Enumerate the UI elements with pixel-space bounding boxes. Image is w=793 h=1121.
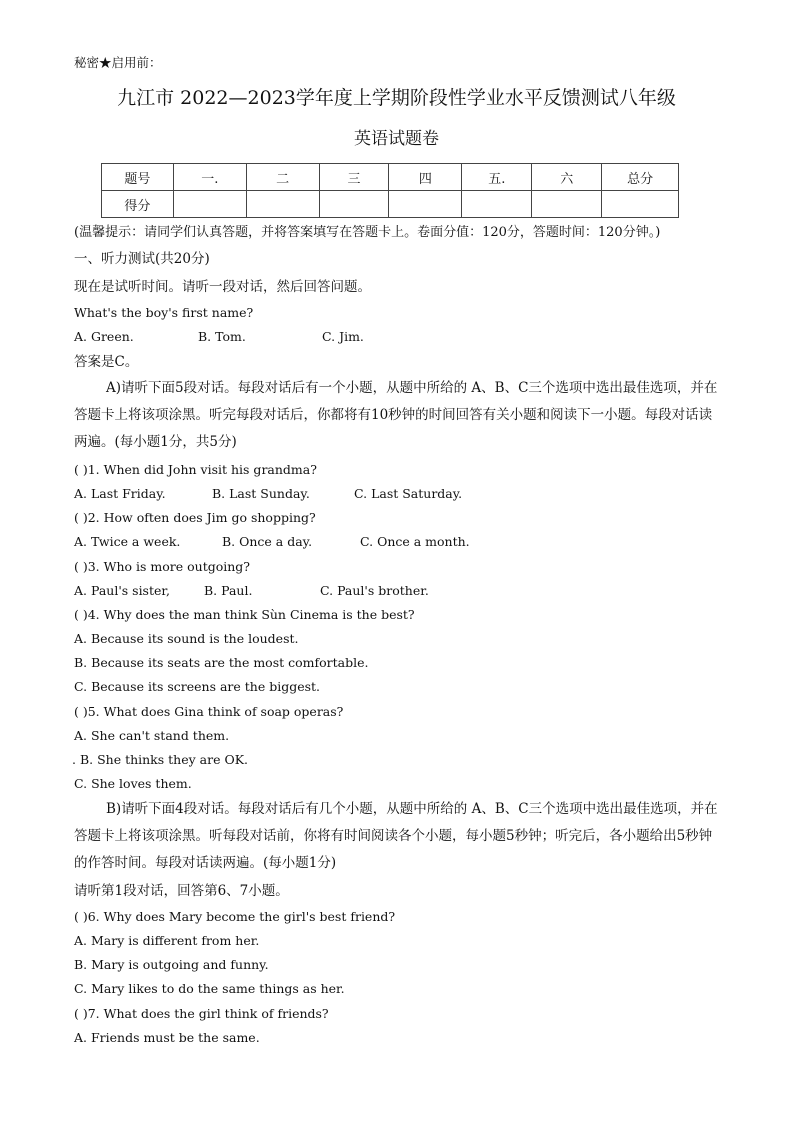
question-7-option-a: A. Friends must be the same. (74, 1030, 260, 1045)
question-4: ( )4. Why does the man think Sùn Cinema is the best? (74, 607, 415, 622)
option: B. Once a day. (222, 534, 313, 549)
exam-subtitle: 英语试题卷 (354, 129, 439, 149)
question-4-option-c: C. Because its screens are the biggest. (74, 679, 321, 694)
question-5: ( )5. What does Gina think of soap operas? (74, 704, 344, 719)
trial-answer: 答案是C。 (74, 354, 139, 370)
option: B. Paul. (204, 583, 253, 598)
score-table-score-row (102, 191, 679, 218)
option: C. Jim. (322, 329, 364, 344)
question-4-option-a: A. Because its sound is the loudest. (74, 631, 299, 646)
trial-options (74, 328, 714, 346)
question-6-option-c: C. Mary likes to do the same things as her. (74, 981, 345, 996)
score-cell: 题号 (102, 164, 174, 191)
option: B. Last Sunday. (212, 486, 310, 501)
score-input-cell[interactable] (319, 191, 389, 218)
warm-tip: (温馨提示：请同学们认真答题，并将答案填写在答题卡上。卷面分值：120分，答题时间：120分钟。) (74, 225, 661, 240)
question-1-options (74, 485, 714, 503)
dialog-1-prompt: 请听第1段对话，回答第6、7小题。 (74, 883, 289, 899)
question-7: ( )7. What does the girl think of friends? (74, 1006, 329, 1021)
option: A. Twice a week. (74, 534, 181, 549)
score-cell: 总分 (602, 164, 679, 191)
exam-title: 九江市 2022—2023学年度上学期阶段性学业水平反馈测试八年级 (117, 87, 676, 109)
question-6: ( )6. Why does Mary become the girl's best friend? (74, 909, 396, 924)
part-a-instructions: A)请听下面5段对话。每段对话后有一个小题，从题中所给的 A、B、C三个选项中选出最佳选项，并在答题卡上将该项涂黑。听完每段对话后，你都将有10秒钟的时间回答有关小题和阅读下一小题。每段对话读两遍。(每小题1分，共5分) (74, 380, 718, 450)
question-3: ( )3. Who is more outgoing? (74, 559, 251, 574)
score-cell: 五. (462, 164, 532, 191)
score-cell: 二 (246, 164, 319, 191)
trial-intro: 现在是试听时间。请听一段对话，然后回答问题。 (74, 279, 371, 295)
score-cell: 得分 (102, 191, 174, 218)
part-b-instructions: B)请听下面4段对话。每段对话后有几个小题，从题中所给的 A、B、C三个选项中选出最佳选项，并在答题卡上将该项涂黑。听每段对话前，你将有时间阅读各个小题，每小题5秒钟；听完后，各小题给出5秒钟的作答时间。每段对话读两遍。(每小题1分) (74, 801, 718, 871)
trial-question: What's the boy's first name? (74, 305, 254, 320)
question-6-option-b: B. Mary is outgoing and funny. (74, 957, 269, 972)
option: C. Last Saturday. (354, 486, 463, 501)
score-cell: 三 (319, 164, 389, 191)
section-heading: 一、听力测试(共20分) (74, 251, 210, 267)
option: C. Paul's brother. (320, 583, 429, 598)
option: A. Last Friday. (74, 486, 166, 501)
score-input-cell[interactable] (602, 191, 679, 218)
score-input-cell[interactable] (246, 191, 319, 218)
confidential-label: 秘密★启用前： (74, 55, 162, 70)
question-5-option-b: . B. She thinks they are OK. (72, 752, 249, 767)
question-4-option-b: B. Because its seats are the most comfortable. (74, 655, 369, 670)
score-cell: 一. (173, 164, 246, 191)
score-table-header-row (102, 164, 679, 191)
score-input-cell[interactable] (173, 191, 246, 218)
option: A. Paul's sister, (74, 583, 170, 598)
question-5-option-a: A. She can't stand them. (74, 728, 230, 743)
score-input-cell[interactable] (532, 191, 602, 218)
score-input-cell[interactable] (462, 191, 532, 218)
question-2: ( )2. How often does Jim go shopping? (74, 510, 316, 525)
score-input-cell[interactable] (389, 191, 462, 218)
question-5-option-c: C. She loves them. (74, 776, 192, 791)
score-table (101, 163, 679, 218)
score-cell: 六 (532, 164, 602, 191)
question-3-options (74, 582, 714, 600)
question-2-options (74, 533, 714, 551)
score-cell: 四 (389, 164, 462, 191)
option: C. Once a month. (360, 534, 470, 549)
option: B. Tom. (198, 329, 246, 344)
question-1: ( )1. When did John visit his grandma? (74, 462, 317, 477)
question-6-option-a: A. Mary is different from her. (74, 933, 260, 948)
option: A. Green. (74, 329, 134, 344)
